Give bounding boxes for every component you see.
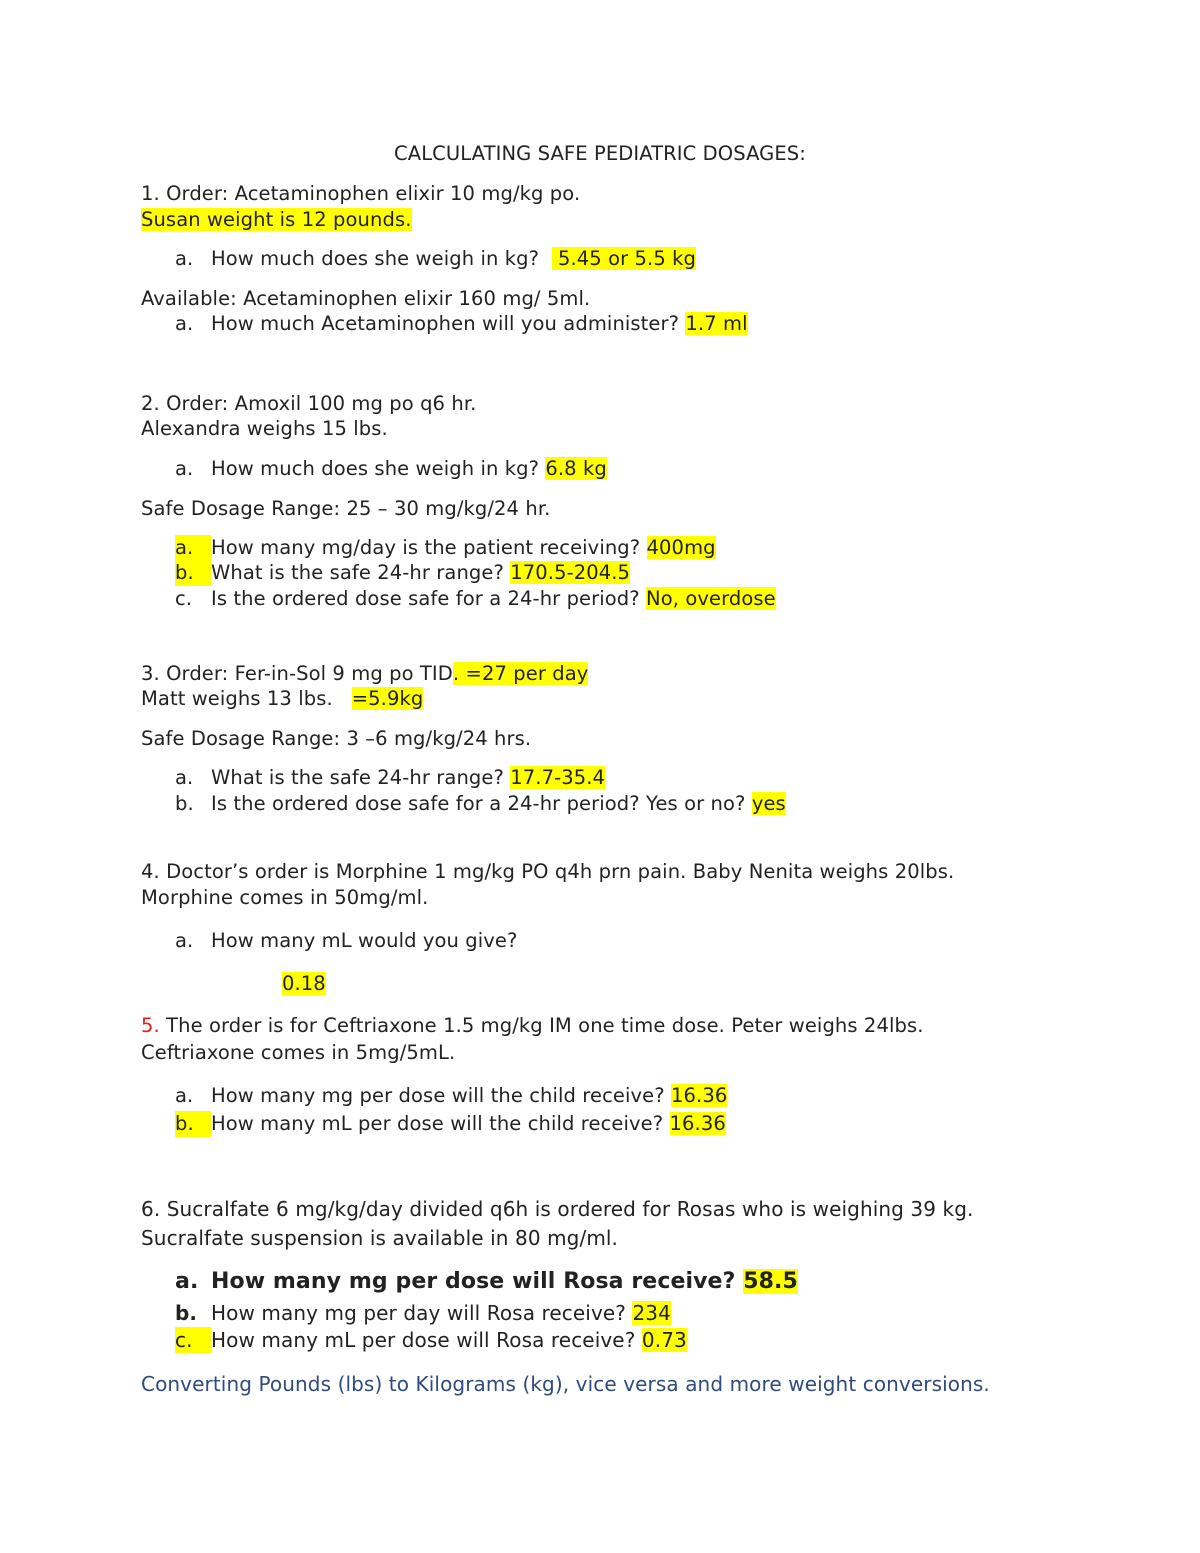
list-marker: b. bbox=[175, 1111, 211, 1137]
q3-weight-text: Matt weighs 13 lbs. bbox=[141, 687, 333, 710]
answer-highlight: 6.8 kg bbox=[545, 457, 607, 480]
q4-line2: Morphine comes in 50mg/ml. bbox=[141, 886, 429, 909]
q6-item-b bbox=[175, 1300, 671, 1326]
q3-order bbox=[141, 661, 588, 687]
answer-highlight: 16.36 bbox=[669, 1112, 726, 1135]
q6-item-c bbox=[175, 1327, 687, 1353]
answer-highlight: 400mg bbox=[646, 536, 716, 559]
q3-range: Safe Dosage Range: 3 –6 mg/kg/24 hrs. bbox=[141, 727, 532, 750]
answer-highlight: 58.5 bbox=[743, 1269, 798, 1294]
q1-available: Available: Acetaminophen elixir 160 mg/ 5ml. bbox=[141, 287, 591, 310]
q6-line2: Sucralfate suspension is available in 80 mg/ml. bbox=[141, 1226, 619, 1250]
q3-item-a bbox=[175, 765, 605, 791]
list-marker: c. bbox=[175, 1327, 211, 1353]
q3-order-text: 3. Order: Fer-in-Sol 9 mg po TID bbox=[141, 662, 453, 685]
footer-note: Converting Pounds (lbs) to Kilograms (kg), vice versa and more weight conversions. bbox=[141, 1372, 990, 1396]
q1-weight bbox=[141, 207, 412, 233]
question-text: What is the safe 24-hr range? bbox=[211, 561, 504, 584]
question-text: How many mL per dose will the child receive? bbox=[211, 1112, 664, 1135]
question-text: Is the ordered dose safe for a 24-hr period? Yes or no? bbox=[211, 792, 746, 815]
q5-line1 bbox=[141, 1013, 924, 1039]
q4-answer bbox=[282, 971, 326, 997]
answer-highlight: 1.7 ml bbox=[685, 312, 748, 335]
question-text: How many mg per dose will Rosa receive? bbox=[211, 1269, 736, 1294]
answer-highlight: 17.7-35.4 bbox=[510, 766, 606, 789]
q2-weight: Alexandra weighs 15 lbs. bbox=[141, 417, 388, 440]
list-marker: a. bbox=[175, 1269, 199, 1294]
list-marker: c. bbox=[175, 587, 193, 610]
q2-range: Safe Dosage Range: 25 – 30 mg/kg/24 hr. bbox=[141, 497, 551, 520]
list-marker: a. bbox=[175, 247, 194, 270]
question-text: How many mL would you give? bbox=[211, 929, 518, 952]
q6-line1: 6. Sucralfate 6 mg/kg/day divided q6h is ordered for Rosas who is weighing 39 kg. bbox=[141, 1197, 974, 1221]
q2-item-a bbox=[175, 456, 607, 482]
answer-highlight: 5.45 or 5.5 kg bbox=[552, 247, 696, 270]
answer-highlight: =5.9kg bbox=[351, 687, 424, 710]
list-marker: a. bbox=[175, 766, 194, 789]
answer-highlight: 16.36 bbox=[671, 1084, 728, 1107]
list-marker: b. bbox=[175, 792, 194, 815]
answer-highlight: 0.73 bbox=[641, 1328, 687, 1352]
list-marker: b. bbox=[175, 560, 211, 586]
q5-item-a bbox=[175, 1083, 727, 1109]
q1-order: 1. Order: Acetaminophen elixir 10 mg/kg po. bbox=[141, 182, 581, 205]
question-text: How much does she weigh in kg? bbox=[211, 247, 540, 270]
q3-weight bbox=[141, 686, 423, 712]
question-text: How many mL per dose will Rosa receive? bbox=[211, 1328, 636, 1352]
q1-item-b bbox=[175, 311, 748, 337]
q5-item-b bbox=[175, 1111, 726, 1137]
answer-highlight: 0.18 bbox=[282, 972, 326, 995]
q2-order: 2. Order: Amoxil 100 mg po q6 hr. bbox=[141, 392, 477, 415]
answer-highlight: 234 bbox=[632, 1301, 671, 1325]
q1-item-a bbox=[175, 246, 696, 272]
q5-text: The order is for Ceftriaxone 1.5 mg/kg IM one time dose. Peter weighs 24lbs. bbox=[166, 1014, 924, 1037]
q2-item-b bbox=[175, 560, 630, 586]
question-text: What is the safe 24-hr range? bbox=[211, 766, 504, 789]
list-marker: a. bbox=[175, 929, 194, 952]
answer-highlight: yes bbox=[751, 792, 786, 815]
q6-item-a bbox=[175, 1267, 798, 1297]
question-text: Is the ordered dose safe for a 24-hr period? bbox=[211, 587, 640, 610]
q1-weight-text: Susan weight is 12 pounds. bbox=[141, 208, 412, 231]
page-title: CALCULATING SAFE PEDIATRIC DOSAGES: bbox=[394, 142, 806, 165]
q5-line2: Ceftriaxone comes in 5mg/5mL. bbox=[141, 1041, 456, 1064]
list-marker: a. bbox=[175, 312, 194, 335]
question-text: How much Acetaminophen will you administer? bbox=[211, 312, 680, 335]
list-marker: a. bbox=[175, 457, 194, 480]
answer-highlight: No, overdose bbox=[646, 587, 776, 610]
q2-item-a2 bbox=[175, 535, 716, 561]
q2-item-c bbox=[175, 586, 776, 612]
question-text: How much does she weigh in kg? bbox=[211, 457, 540, 480]
list-marker: a. bbox=[175, 1084, 194, 1107]
q5-number: 5. bbox=[141, 1014, 160, 1037]
q4-item-a bbox=[175, 928, 517, 954]
answer-highlight: . =27 per day bbox=[452, 662, 589, 685]
list-marker: b. bbox=[175, 1301, 198, 1325]
answer-highlight: 170.5-204.5 bbox=[510, 561, 631, 584]
list-marker: a. bbox=[175, 535, 211, 561]
question-text: How many mg per day will Rosa receive? bbox=[211, 1301, 627, 1325]
q4-line1: 4. Doctor’s order is Morphine 1 mg/kg PO q4h prn pain. Baby Nenita weighs 20lbs. bbox=[141, 860, 955, 883]
question-text: How many mg/day is the patient receiving? bbox=[211, 536, 641, 559]
q3-item-b bbox=[175, 791, 786, 817]
question-text: How many mg per dose will the child receive? bbox=[211, 1084, 665, 1107]
